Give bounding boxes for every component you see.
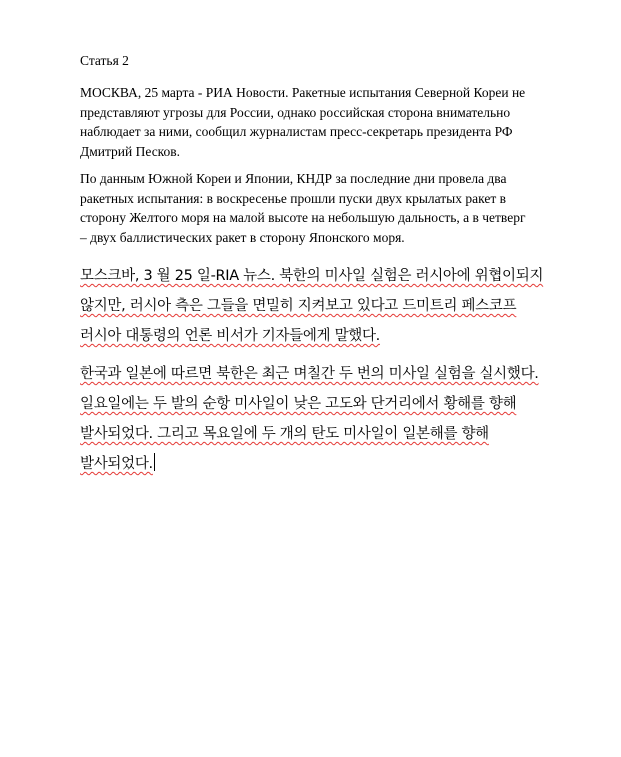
text-line: По данным Южной Кореи и Японии, КНДР за последние дни провела два xyxy=(80,171,507,186)
text-line: 일요일에는 두 발의 순항 미사일이 낮은 고도와 단거리에서 황해를 향해 xyxy=(80,396,517,412)
text-line: ракетных испытания: в воскресенье прошли пуски двух крылатых ракет в xyxy=(80,190,506,206)
last-line xyxy=(80,449,580,479)
text-line: 모스크바, 3 월 25 일-RIA 뉴스. 북한의 미사일 실험은 러시아에 위협이되지 xyxy=(80,268,544,284)
text-line: 발사되었다. 그리고 목요일에 두 개의 탄도 미사일이 일본해를 향해 xyxy=(80,426,489,442)
text-line: сторону Желтого моря на малой высоте на небольшую дальность, а в четверг xyxy=(80,210,526,225)
text-line: Дмитрий Песков. xyxy=(80,143,181,159)
text-line: представляют угрозы для России, однако российская сторона внимательно xyxy=(80,104,511,120)
korean-paragraph-1 xyxy=(80,261,580,351)
text-line: наблюдает за ними, сообщил журналистам пресс-секретарь президента РФ xyxy=(80,124,513,139)
korean-paragraph-2 xyxy=(80,359,580,479)
text-line: 러시아 대통령의 언론 비서가 기자들에게 말했다. xyxy=(80,328,380,344)
document-body[interactable] xyxy=(80,52,580,479)
text-line: – двух баллистических ракет в сторону Японского моря. xyxy=(80,229,405,245)
text-line: МОСКВА, 25 марта - РИА Новости. Ракетные испытания Северной Кореи не xyxy=(80,85,526,100)
text-line: 한국과 일본에 따르면 북한은 최근 며칠간 두 번의 미사일 실험을 실시했다. xyxy=(80,366,539,382)
article-heading: Статья 2 xyxy=(80,53,129,68)
text-line: 않지만, 러시아 측은 그들을 면밀히 지켜보고 있다고 드미트리 페스코프 xyxy=(80,298,517,314)
russian-paragraph-1 xyxy=(80,83,580,161)
text-cursor xyxy=(154,453,155,471)
russian-paragraph-2 xyxy=(80,169,580,247)
text-line: 발사되었다. xyxy=(80,456,153,472)
